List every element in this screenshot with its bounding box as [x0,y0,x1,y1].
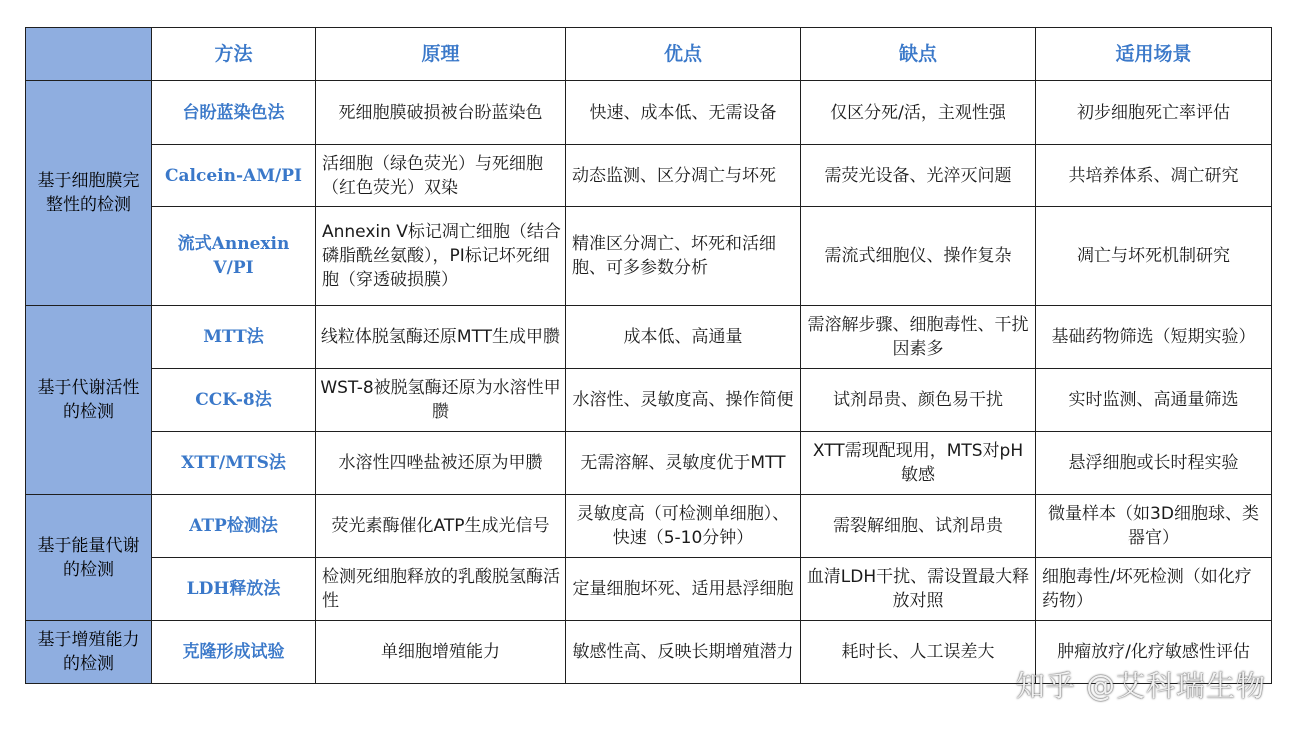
cons-cell: XTT需现配现用，MTS对pH敏感 [801,432,1036,495]
method-cell: Calcein-AM/PI [152,145,316,207]
header-scenario: 适用场景 [1036,28,1272,81]
principle-cell: Annexin V标记凋亡细胞（结合磷脂酰丝氨酸），PI标记坏死细胞（穿透破损膜） [316,207,566,306]
cons-cell: 仅区分死/活，主观性强 [801,81,1036,145]
scenario-cell: 悬浮细胞或长时程实验 [1036,432,1272,495]
header-pros: 优点 [566,28,801,81]
principle-cell: WST-8被脱氢酶还原为水溶性甲臜 [316,369,566,432]
header-row [26,28,1272,81]
pros-cell: 精准区分凋亡、坏死和活细胞、可多参数分析 [566,207,801,306]
cons-cell: 血清LDH干扰、需设置最大释放对照 [801,558,1036,621]
table-row [26,495,1272,558]
header-principle: 原理 [316,28,566,81]
method-cell: LDH释放法 [152,558,316,621]
principle-cell: 单细胞增殖能力 [316,621,566,684]
method-cell: MTT法 [152,306,316,369]
scenario-cell: 初步细胞死亡率评估 [1036,81,1272,145]
category-cell: 基于细胞膜完整性的检测 [26,81,152,306]
table-row [26,369,1272,432]
table-row [26,145,1272,207]
principle-cell: 水溶性四唑盐被还原为甲臜 [316,432,566,495]
scenario-cell: 微量样本（如3D细胞球、类器官） [1036,495,1272,558]
table-row [26,558,1272,621]
pros-cell: 成本低、高通量 [566,306,801,369]
table-row [26,306,1272,369]
principle-cell: 死细胞膜破损被台盼蓝染色 [316,81,566,145]
header-cons: 缺点 [801,28,1036,81]
principle-cell: 检测死细胞释放的乳酸脱氢酶活性 [316,558,566,621]
pros-cell: 灵敏度高（可检测单细胞）、快速（5-10分钟） [566,495,801,558]
principle-cell: 荧光素酶催化ATP生成光信号 [316,495,566,558]
header-method: 方法 [152,28,316,81]
pros-cell: 定量细胞坏死、适用悬浮细胞 [566,558,801,621]
method-cell: XTT/MTS法 [152,432,316,495]
scenario-cell: 共培养体系、凋亡研究 [1036,145,1272,207]
pros-cell: 敏感性高、反映长期增殖潜力 [566,621,801,684]
cons-cell: 试剂昂贵、颜色易干扰 [801,369,1036,432]
scenario-cell: 实时监测、高通量筛选 [1036,369,1272,432]
category-cell: 基于能量代谢的检测 [26,495,152,621]
table-row [26,432,1272,495]
method-cell: ATP检测法 [152,495,316,558]
method-cell: CCK-8法 [152,369,316,432]
watermark: 知乎 @艾科瑞生物 [1015,669,1266,703]
category-cell: 基于增殖能力的检测 [26,621,152,684]
cons-cell: 需溶解步骤、细胞毒性、干扰因素多 [801,306,1036,369]
category-cell: 基于代谢活性的检测 [26,306,152,495]
method-cell: 台盼蓝染色法 [152,81,316,145]
pros-cell: 无需溶解、灵敏度优于MTT [566,432,801,495]
pros-cell: 动态监测、区分凋亡与坏死 [566,145,801,207]
principle-cell: 活细胞（绿色荧光）与死细胞（红色荧光）双染 [316,145,566,207]
cons-cell: 需荧光设备、光淬灭问题 [801,145,1036,207]
cons-cell: 需流式细胞仪、操作复杂 [801,207,1036,306]
cons-cell: 耗时长、人工误差大 [801,621,1036,684]
table-row [26,207,1272,306]
comparison-table [25,27,1272,684]
header-category [26,28,152,81]
scenario-cell: 细胞毒性/坏死检测（如化疗药物） [1036,558,1272,621]
scenario-cell: 基础药物筛选（短期实验） [1036,306,1272,369]
cons-cell: 需裂解细胞、试剂昂贵 [801,495,1036,558]
method-cell: 克隆形成试验 [152,621,316,684]
method-cell: 流式Annexin V/PI [152,207,316,306]
scenario-cell: 凋亡与坏死机制研究 [1036,207,1272,306]
principle-cell: 线粒体脱氢酶还原MTT生成甲臜 [316,306,566,369]
pros-cell: 快速、成本低、无需设备 [566,81,801,145]
table-row [26,81,1272,145]
pros-cell: 水溶性、灵敏度高、操作简便 [566,369,801,432]
scenario-cell: 肿瘤放疗/化疗敏感性评估 [1036,621,1272,684]
